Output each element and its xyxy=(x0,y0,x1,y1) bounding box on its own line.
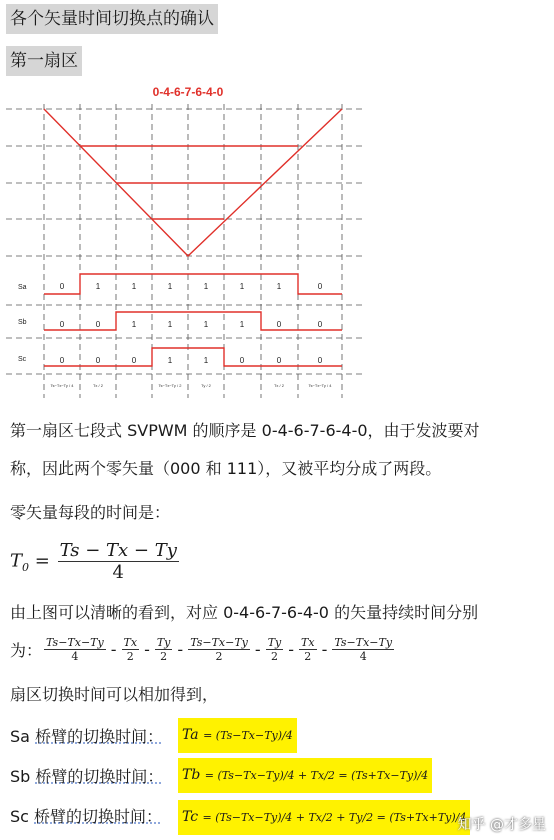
svg-text:0: 0 xyxy=(317,320,323,329)
svg-text:0: 0 xyxy=(317,282,323,291)
switch-values xyxy=(60,282,323,365)
svg-text:Ts−Tx−Ty / 2: Ts−Tx−Ty / 2 xyxy=(158,383,182,388)
formula-ta: Ta = (Ts−Tx−Ty)/4 xyxy=(178,718,297,753)
paragraph-sequence: 第一扇区七段式 SVPWM 的顺序是 0-4-6-7-6-4-0，由于发波要对 xyxy=(10,421,480,440)
eq-numerator: Ts − Tx − Ty xyxy=(59,540,177,561)
row-label-sc: Sc xyxy=(18,356,27,363)
svg-text:0: 0 xyxy=(95,356,101,365)
svg-text:1: 1 xyxy=(167,282,173,291)
formula-tb: Tb = (Ts−Tx−Ty)/4 + Tx/2 = (Ts+Tx−Ty)/4 xyxy=(178,758,432,793)
paragraph-sum: 扇区切换时间可以相加得到， xyxy=(10,685,219,704)
paragraph-sequence-cont: 称，因此两个零矢量（000 和 111），又被平均分成了两段。 xyxy=(10,459,442,478)
svg-text:1: 1 xyxy=(203,320,209,329)
svg-text:Ty / 2: Ty / 2 xyxy=(201,383,211,388)
svg-text:0: 0 xyxy=(131,356,137,365)
svg-text:1: 1 xyxy=(239,282,245,291)
grid-lines xyxy=(6,104,366,398)
subsection-heading: 第一扇区 xyxy=(6,46,82,76)
row-sa: Sa 桥臂的切换时间： xyxy=(10,727,164,746)
paragraph-zero-vector: 零矢量每段的时间是： xyxy=(10,503,171,522)
svg-text:Tx / 2: Tx / 2 xyxy=(92,383,104,388)
svg-text:Ts−Tx−Ty / 4: Ts−Tx−Ty / 4 xyxy=(308,383,332,388)
svg-text:1: 1 xyxy=(167,320,173,329)
bridge-arm-link[interactable]: 桥臂的切换时间： xyxy=(34,807,163,826)
svg-text:0: 0 xyxy=(59,320,65,329)
equation-t0: $T_0$ = $\frac{Ts - Tx - Ty}{4}$ xyxy=(10,540,177,583)
svg-text:0: 0 xyxy=(317,356,323,365)
row-label-sa: Sa xyxy=(18,284,27,291)
svg-text:1: 1 xyxy=(131,320,137,329)
bridge-arm-link[interactable]: 桥臂的切换时间： xyxy=(35,727,164,746)
row-label-sb: Sb xyxy=(18,319,27,326)
diagram-title: 0-4-6-7-6-4-0 xyxy=(152,85,224,99)
svg-text:1: 1 xyxy=(131,282,137,291)
row-labels xyxy=(18,284,27,363)
svg-text:1: 1 xyxy=(276,282,282,291)
svg-text:0: 0 xyxy=(59,282,65,291)
svg-text:1: 1 xyxy=(95,282,101,291)
row-sc: Sc 桥臂的切换时间： xyxy=(10,807,163,826)
svg-text:0: 0 xyxy=(276,320,282,329)
svg-text:1: 1 xyxy=(203,356,209,365)
svg-text:1: 1 xyxy=(167,356,173,365)
svg-text:0: 0 xyxy=(276,356,282,365)
svg-text:0: 0 xyxy=(59,356,65,365)
eq-lhs: T xyxy=(10,550,23,572)
svg-text:1: 1 xyxy=(239,320,245,329)
bridge-arm-link[interactable]: 桥臂的切换时间： xyxy=(35,767,164,786)
durations-prefix: 为： xyxy=(10,641,43,660)
carrier-wave xyxy=(44,109,342,366)
svg-text:0: 0 xyxy=(239,356,245,365)
paragraph-durations: 由上图可以清晰的看到，对应 0-4-6-7-6-4-0 的矢量持续时间分别 xyxy=(10,603,479,622)
segment-time-labels xyxy=(51,383,333,388)
eq-lhs-sub: 0 xyxy=(22,561,30,575)
formula-tc: Tc = (Ts−Tx−Ty)/4 + Tx/2 + Ty/2 = (Ts+Tx+Ty)/4 xyxy=(178,800,470,835)
svpwm-diagram xyxy=(6,78,366,400)
watermark: 知乎 @才多星 xyxy=(457,817,546,833)
svg-text:Ts−Tx−Ty / 4: Ts−Tx−Ty / 4 xyxy=(50,383,74,388)
duration-sequence: 为： $\frac{Ts-Tx-Ty}{4}$ - $\frac{Tx}{2}$ - $\frac{Ty}{2}$ - $\frac{Ts-Tx-Ty}{2}$ - $\frac{Ty}{2}$ - $\frac{Tx}{2}$ - $\frac{Ts-Tx-Ty}{4}$ xyxy=(10,636,393,663)
section-heading: 各个矢量时间切换点的确认 xyxy=(6,4,218,34)
svg-text:1: 1 xyxy=(203,282,209,291)
eq-denominator: 4 xyxy=(112,562,124,583)
svg-text:0: 0 xyxy=(95,320,101,329)
row-sb: Sb 桥臂的切换时间： xyxy=(10,767,164,786)
svg-text:Tx / 2: Tx / 2 xyxy=(273,383,285,388)
